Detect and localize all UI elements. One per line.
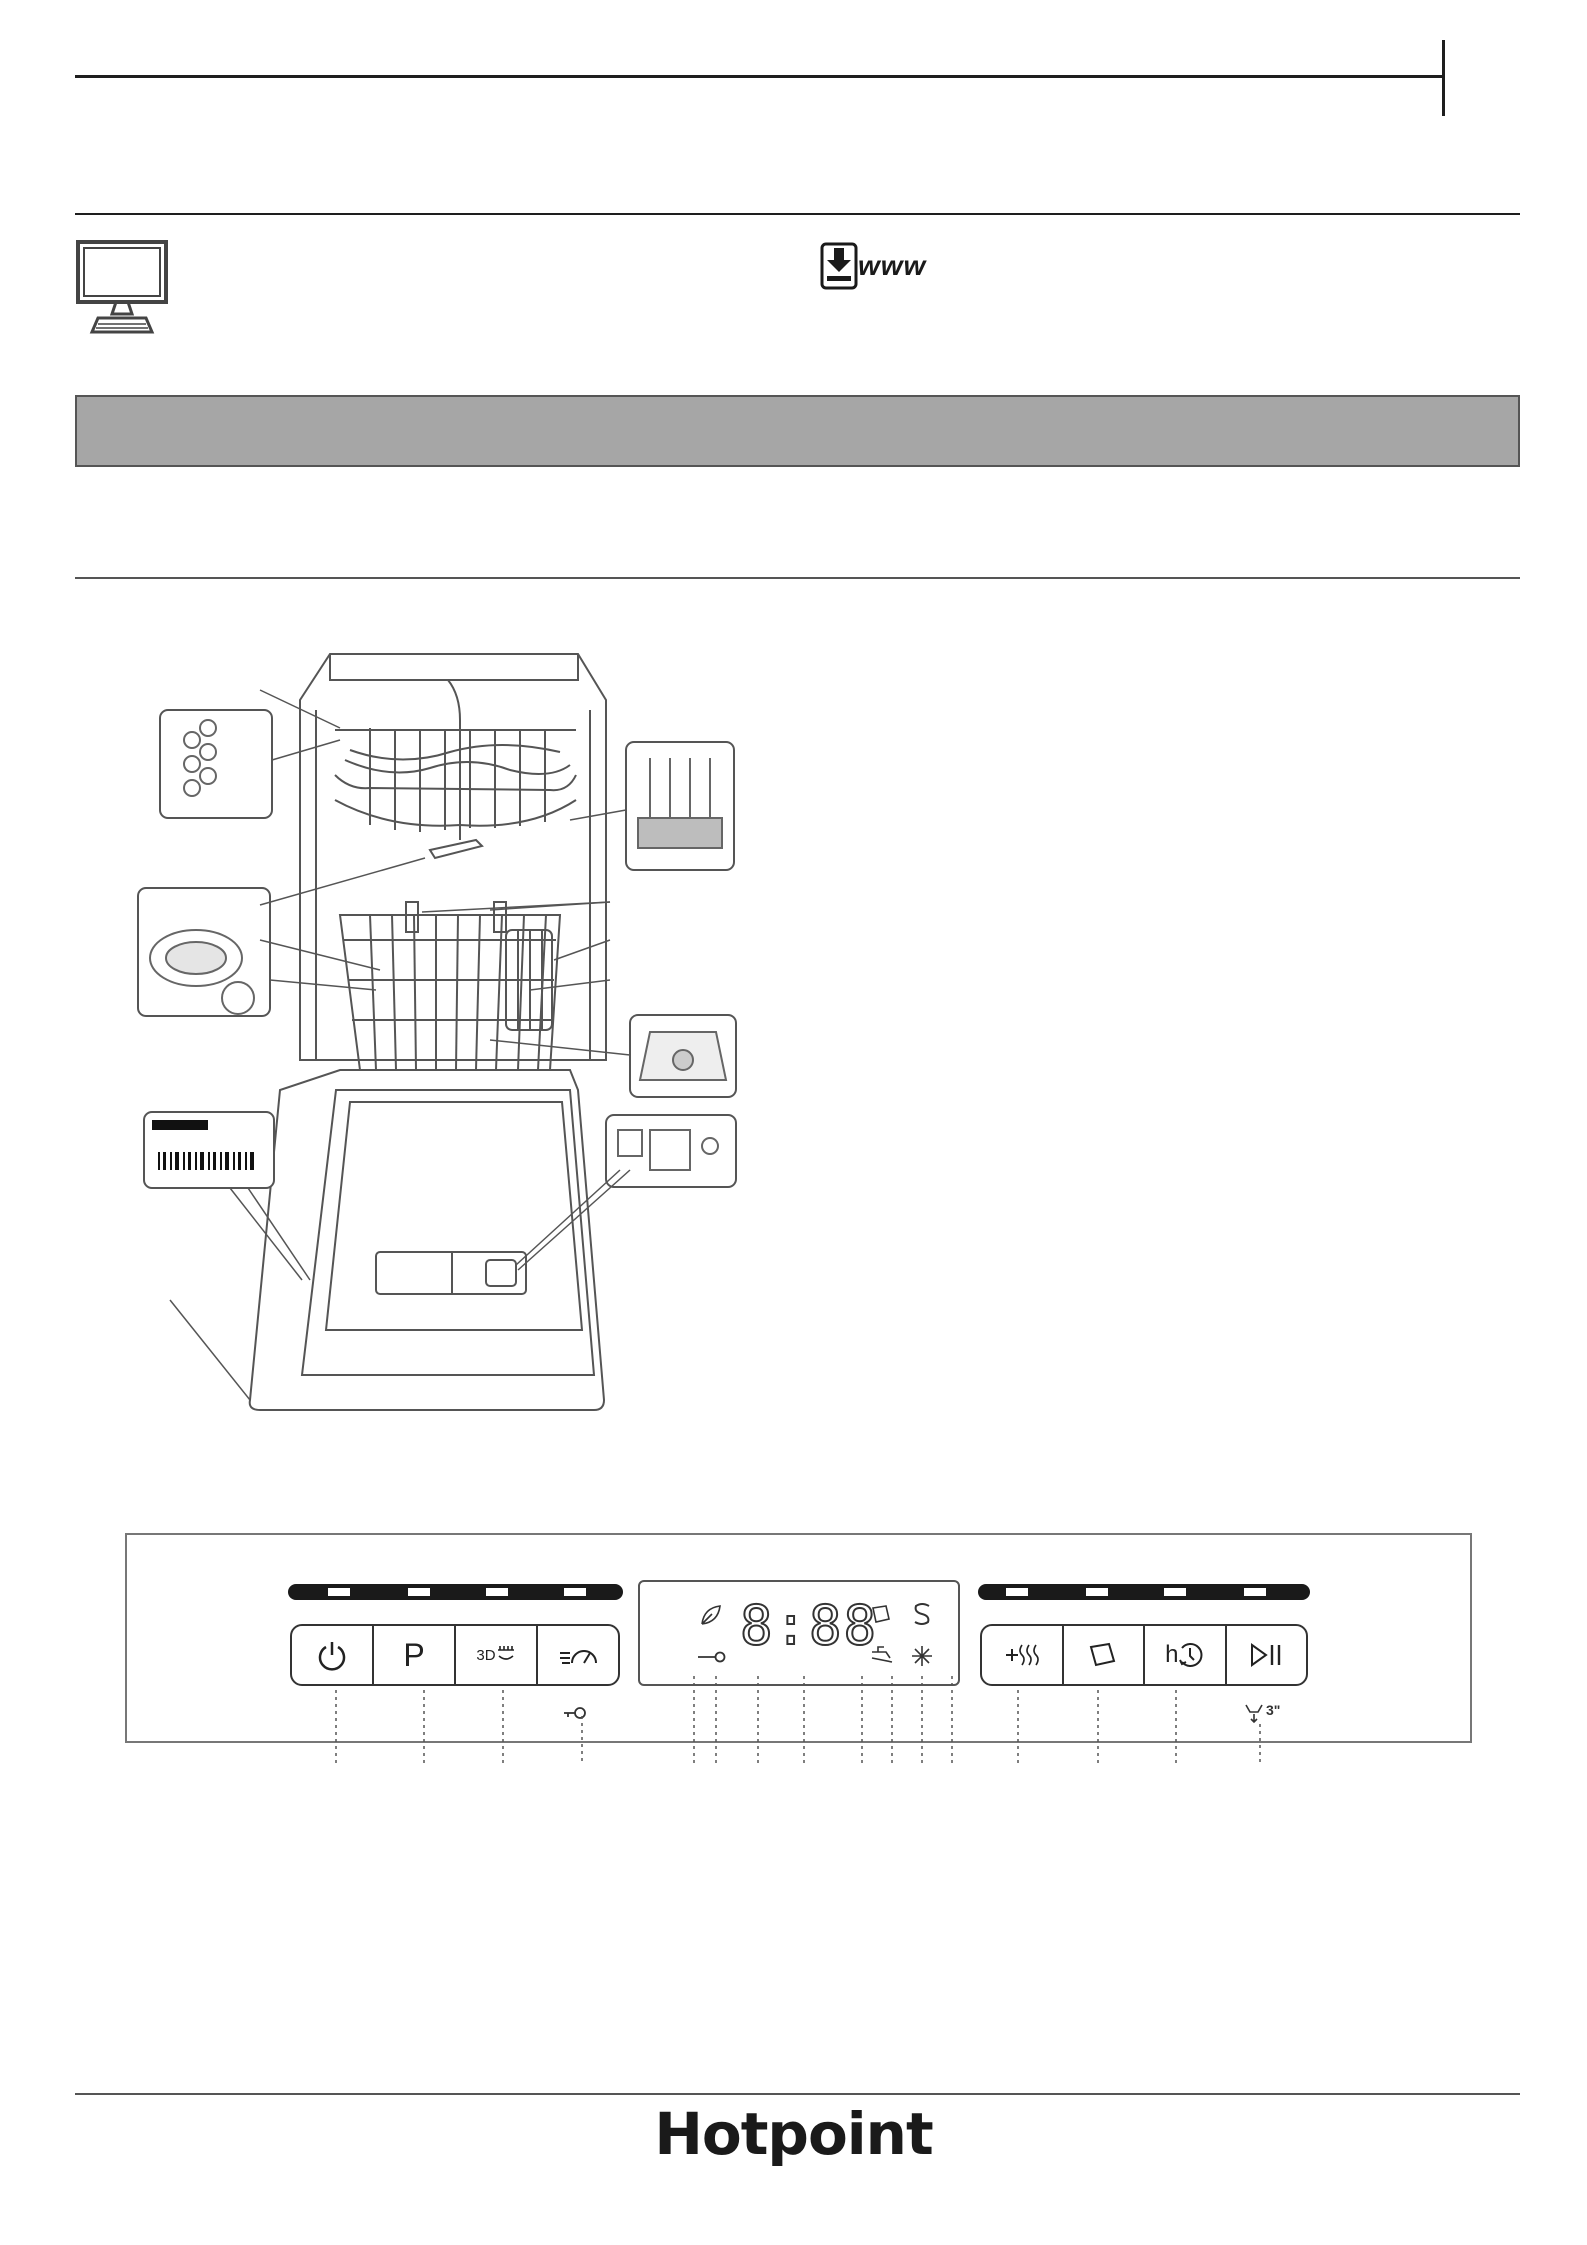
right-indicator-bar: [978, 1584, 1310, 1600]
key-lock-icon: [696, 1650, 726, 1664]
3d-label: 3D: [476, 1646, 496, 1664]
footer-rule: [75, 2093, 1520, 2095]
salt-refill-icon: [912, 1602, 932, 1626]
program-label: P: [403, 1636, 425, 1673]
start-pause-icon: [1248, 1642, 1284, 1668]
tablet-icon: [1087, 1641, 1119, 1669]
delay-start-label: h: [1165, 1641, 1179, 1668]
tablet-icon: [870, 1604, 892, 1624]
power-icon: [316, 1639, 348, 1671]
callout-lines: [0, 1676, 1587, 1766]
www-label: www: [858, 250, 927, 281]
eco-leaf-icon: [700, 1604, 722, 1626]
brand-logo: Hotpoint: [654, 2100, 933, 2168]
top-rule: [75, 75, 1445, 78]
left-indicator-bar: [288, 1584, 623, 1600]
top-rule-tick: [1442, 40, 1445, 116]
divider-rule: [75, 577, 1520, 579]
delay-start-icon: [1176, 1640, 1204, 1670]
rinse-aid-refill-icon: [910, 1644, 934, 1668]
section-rule: [75, 213, 1520, 215]
dishwasher-illustration: [130, 640, 760, 1430]
digit-display: 8:88: [740, 1594, 879, 1657]
turbo-icon: [558, 1643, 598, 1667]
tap-icon: [868, 1644, 896, 1668]
section-header-band: [75, 395, 1520, 467]
reset-hold-time: 3": [1266, 1702, 1281, 1718]
3d-zone-wash-icon: [496, 1644, 516, 1666]
extra-dry-icon: [1004, 1641, 1040, 1669]
download-icon: [820, 242, 858, 290]
rating-label-mark: [152, 1120, 208, 1130]
computer-monitor-icon: [76, 240, 168, 334]
